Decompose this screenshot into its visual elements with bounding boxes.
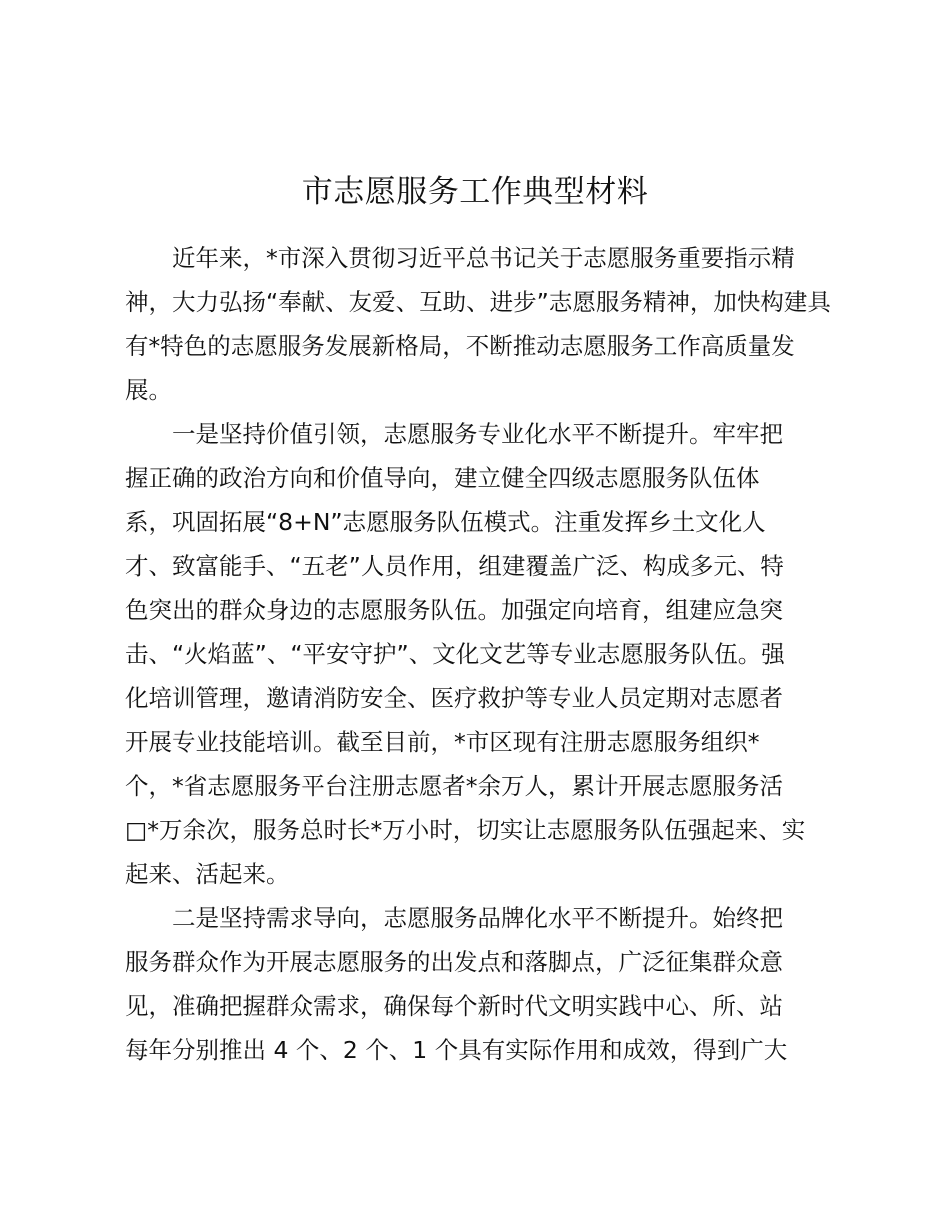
paragraph-line: 击、“火焰蓝”、“平安守护”、文化文艺等专业志愿服务队伍。强 xyxy=(125,640,785,668)
paragraph-line: 近年来，*市深入贯彻习近平总书记关于志愿服务重要指示精 xyxy=(172,244,795,272)
paragraph-line: 系，巩固拓展“8+N”志愿服务队伍模式。注重发挥乡土文化人 xyxy=(125,508,766,536)
paragraph-line: 神，大力弘扬“奉献、友爱、互助、进步”志愿服务精神，加快构建具 xyxy=(125,288,831,316)
paragraph-line: 才、致富能手、“五老”人员作用，组建覆盖广泛、构成多元、特 xyxy=(125,552,784,580)
paragraph-line: 有*特色的志愿服务发展新格局，不断推动志愿服务工作高质量发 xyxy=(125,332,795,360)
paragraph-line: 服务群众作为开展志愿服务的出发点和落脚点，广泛征集群众意 xyxy=(125,948,783,976)
document-title: 市志愿服务工作典型材料 xyxy=(301,174,649,210)
document-body xyxy=(125,236,845,1072)
paragraph-line: 握正确的政治方向和价值导向，建立健全四级志愿服务队伍体 xyxy=(125,464,760,492)
paragraph-line: 二是坚持需求导向，志愿服务品牌化水平不断提升。始终把 xyxy=(172,904,783,932)
paragraph-line: 每年分别推出 4 个、2 个、1 个具有实际作用和成效，得到广大 xyxy=(125,1036,788,1064)
paragraph-line: 展。 xyxy=(125,376,172,404)
paragraph-line: 起来、活起来。 xyxy=(125,860,290,888)
paragraph-line: 化培训管理，邀请消防安全、医疗救护等专业人员定期对志愿者 xyxy=(125,684,783,712)
paragraph-line: 色突出的群众身边的志愿服务队伍。加强定向培育，组建应急突 xyxy=(125,596,783,624)
paragraph-line: 一是坚持价值引领，志愿服务专业化水平不断提升。牢牢把 xyxy=(172,420,783,448)
paragraph-line: 见，准确把握群众需求，确保每个新时代文明实践中心、所、站 xyxy=(125,992,783,1020)
paragraph-line: 开展专业技能培训。截至目前，*市区现有注册志愿服务组织* xyxy=(125,728,760,756)
paragraph-line: □*万余次，服务总时长*万小时，切实让志愿服务队伍强起来、实 xyxy=(125,816,806,844)
paragraph-line: 个，*省志愿服务平台注册志愿者*余万人，累计开展志愿服务活 xyxy=(125,772,783,800)
